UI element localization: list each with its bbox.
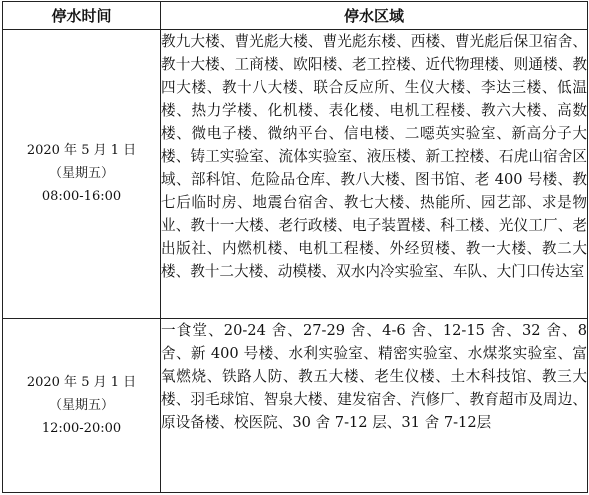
outage-date: 2020 年 5 月 1 日 bbox=[26, 374, 137, 390]
outage-hours: 08:00-16:00 bbox=[41, 189, 122, 205]
header-outage-time: 停水时间 bbox=[3, 2, 161, 30]
water-outage-table bbox=[2, 1, 588, 493]
outage-weekday: （星期五） bbox=[48, 166, 114, 182]
outage-time-cell bbox=[3, 30, 161, 319]
header-outage-area: 停水区域 bbox=[161, 2, 588, 30]
outage-time-cell bbox=[3, 318, 161, 492]
outage-area-cell: 一食堂、20-24 舍、27-29 舍、4-6 舍、12-15 舍、32 舍、8舍、新 400 号楼、水利实验室、精密实验室、水煤浆实验室、富氧燃烧、铁路人防、教五大楼、老生仪楼、土木科技馆、教三大楼、羽毛球馆、智泉大楼、建发宿舍、汽修厂、教育超市及周边、原设备楼、校医院、30 舍 7-12 层、31 舍 7-12层 bbox=[161, 318, 588, 492]
outage-hours: 12:00-20:00 bbox=[41, 420, 122, 436]
table-row bbox=[3, 318, 588, 492]
table-header-row bbox=[3, 2, 588, 30]
outage-date: 2020 年 5 月 1 日 bbox=[26, 143, 137, 159]
outage-area-cell: 教九大楼、曹光彪大楼、曹光彪东楼、西楼、曹光彪后保卫宿舍、教十大楼、工商楼、欧阳楼、老工控楼、近代物理楼、则通楼、教四大楼、教十八大楼、联合反应所、生仪大楼、李达三楼、低温楼、热力学楼、化机楼、表化楼、电机工程楼、教六大楼、高数楼、微电子楼、微纳平台、信电楼、二噁英实验室、新高分子大楼、铸工实验室、流体实验室、液压楼、新工控楼、石虎山宿舍区域、部科馆、危险品仓库、教八大楼、图书馆、老 400 号楼、教七后临时房、地震台宿舍、教七大楼、热能所、园艺部、求是物业、教十一大楼、老行政楼、电子装置楼、科工楼、光仪工厂、老出版社、内燃机楼、电机工程楼、外经贸楼、教一大楼、教二大楼、教十二大楼、动模楼、双水内冷实验室、车队、大门口传达室 bbox=[161, 30, 588, 319]
table-row bbox=[3, 30, 588, 319]
outage-weekday: （星期五） bbox=[48, 397, 114, 413]
